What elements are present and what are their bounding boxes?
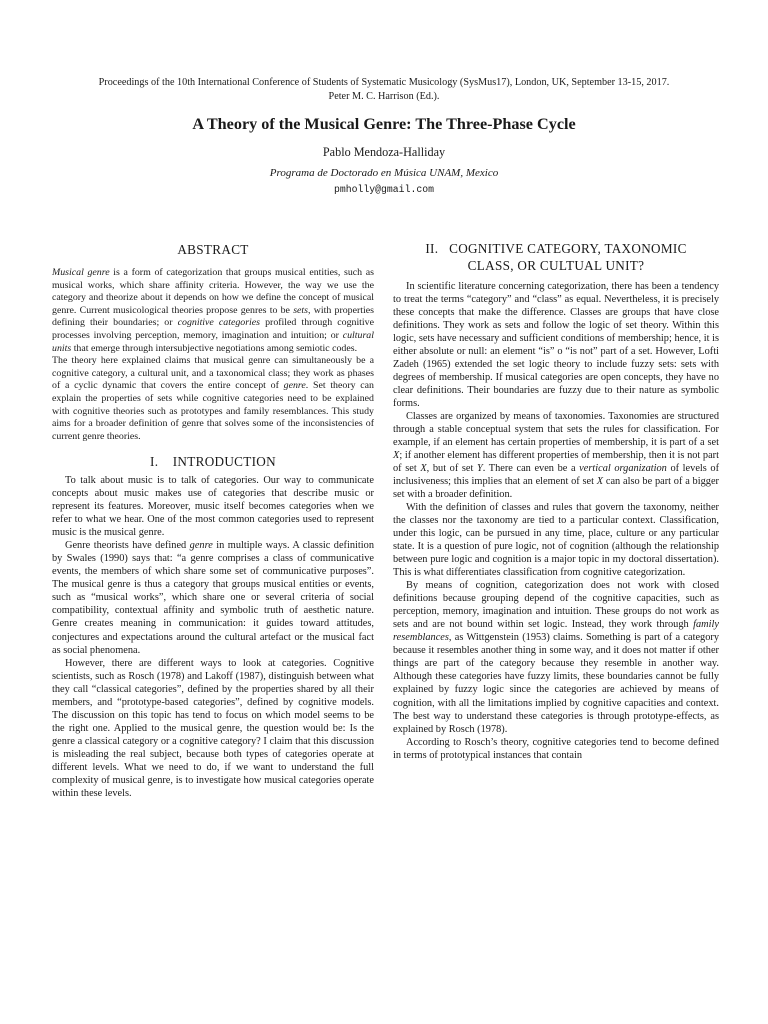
proceedings-line-2: Peter M. C. Harrison (Ed.). [328,91,440,102]
section-2-text: of levels of inclusiveness; this implies that an element of set [393,463,720,488]
abstract-term-musical-genre: Musical genre [52,267,110,278]
intro-text: Genre theorists have defined [65,540,190,552]
abstract-heading: ABSTRACT [177,242,249,257]
abstract-term-cultural-units: cultural units [52,329,374,354]
abstract-term-sets: sets [293,304,308,316]
section-2-text: Classes are organized by means of taxonomies. Taxonomies are structured through a stable conceptual system that sets the rules for classification. For example, if an element has certain properties of membership, it is part of a set [393,411,719,449]
section-2-paragraph-5: According to Rosch’s theory, cognitive categories tend to become defined in terms of prototypical instances that contain [393,736,719,761]
introduction-heading: I. INTRODUCTION [150,454,276,470]
abstract-text: profiled through cognitive processes involving perception, memory, imagination and intuition; or [52,317,374,341]
intro-term-genre: genre [189,540,213,552]
section-2-text: can also be part of a bigger set with a broader definition. [393,476,719,501]
abstract-term-genre: genre [283,380,306,392]
abstract-paragraph-1 [52,267,374,355]
author-name: Pablo Mendoza-Halliday [322,145,446,159]
abstract-text: The theory here explained claims that musical genre can simultaneously be a cognitive category, a cultural unit, and a taxonomical class; they work as phases of a cyclic dynamic that covers the entire concept of [52,355,374,392]
intro-paragraph-2 [52,539,374,656]
abstract-text: . Set theory can explain the properties of sets while cognitive categories need to be explained with cognitive theories such as prototypes and family resemblances. This study aims for a broader definition of genre that solves some of the inconsistencies of current genre theories. [52,380,374,442]
section-2-text: By means of cognition, categorization does not work with closed definitions because grouping depend of the cognitive capacities, such as perception, memory, imagination and intuition. These groups do not work as sets and are not bound within set logic. Instead, they work through [393,580,719,631]
section-2-heading-line-2: CLASS, OR CULTUAL UNIT? [467,258,645,273]
section-2-paragraph-3: With the definition of classes and rules that govern the taxonomy, neither the classes nor the taxonomy are tied to a particular context. Classification, under this logic, can be pursued in any time, place, culture or any particular state. It is a question of pure logic, not of cognition (although the relationship between pure logic and cognition is a major topic in my doctoral dissertation). This is what differentiates classification from cognitive categorization. [393,502,719,579]
section-2-heading-line-1: II. COGNITIVE CATEGORY, TAXONOMIC [425,241,687,256]
author-affiliation: Programa de Doctorado en Música UNAM, Mexico [269,167,499,179]
section-2-heading [393,240,719,274]
section-2-text: ; if another element has different properties of membership, then it is not part of set [393,450,719,475]
abstract-term-cognitive-categories: cognitive categories [177,317,261,329]
abstract-text: that emerge through intersubjective negotiations among semiotic codes. [71,342,358,354]
intro-paragraph-3: However, there are different ways to look at categories. Cognitive scientists, such as Rosch (1978) and Lakoff (1987), distinguish between what they call “classical categories”, defined by the properties shared by all their members, and “prototype-based categories”, defined by cognitive models. The discussion on this topic has tend to focus on which model seems to be the right one. Applied to the musical genre, the question would be: Is the genre a classical category or a cognitive category? I claim that this discussion is misleading the real subject, because both types of categories operate at different levels. What we need to do, if we want to understand the full complexity of musical genre, is to investigate how musical categories operate within these levels. [52,657,374,799]
proceedings-line-1: Proceedings of the 10th International Conference of Students of Systematic Musicology (SysMus17), London, UK, September 13-15, 2017. [98,77,670,88]
section-2-term-x: X [596,476,604,488]
intro-paragraph-1: To talk about music is to talk of categories. Our way to communicate concepts about music makes use of categories that describe music or represent its features. Moreover, music itself becomes categories when we refer to what we hear. One of the most common categories used to represent music is the musical genre. [52,475,374,539]
section-2-term-family-resemblances: family resemblances [393,619,719,644]
right-column [393,238,719,762]
section-2-text: , as Wittgenstein (1953) claims. Something is part of a category because it resembles another thing in some way, and it does not matter if other things are part of the category because they resemble in another way. Although these categories have fuzzy limits, these boundaries cannot be fully explained by fuzzy logic since the categories are achieved by means of cognition, with all the limitations implied by cognitive capacities and context. The best way to understand these categories is through prototype-effects, as explained by Rosch (1978). [393,632,719,735]
section-2-term-y: Y [477,463,483,475]
abstract-paragraph-2 [52,355,374,443]
section-2-paragraph-4 [393,579,719,735]
paper-title: A Theory of the Musical Genre: The Three-Phase Cycle [192,115,576,133]
proceedings-header [40,76,728,104]
section-2-term-vertical-organization: vertical organization [579,463,667,475]
section-2-term-x: X [393,450,400,462]
abstract-text: is a form of categorization that groups musical entities, such as musical works, which share affinity criteria. However, the way we use the category and theorize about it depends on how we define the concept of musical genre. Current musicological theories propose genres to be [52,267,374,316]
section-2-text: , but of set [426,463,477,475]
section-2-paragraph-1: In scientific literature concerning categorization, there has been a tendency to treat the terms “category” and “class” as equal. Nevertheless, it is precisely these concepts that make the difference. Classes are groups that have close definitions. They work as sets and follow the logic of set theory. Within this logic, sets have necessary and sufficient conditions of membership; hence, it is either absolute or null: an element “is” o “is not” part of a set. However, Lofti Zadeh (1965) extended the set logic theory to include fuzzy sets: sets with degrees of membership. If musical categories are open concepts, they have no clear definitions. Their boundaries are fuzzy due to their nature as symbolic forms. [393,281,719,410]
section-2-paragraph-2 [393,410,719,501]
left-column [52,238,374,800]
author-email: pmholly@gmail.com [334,184,434,195]
section-2-text: . There can even be a [482,463,580,475]
abstract-body [52,267,374,443]
intro-text: in multiple ways. A classic definition by Swales (1990) says that: “a genre comprises a class of communicative events, the members of which share some set of communicative purposes”. The musical genre is thus a category that groups musical entities or events, such as “musical works”, which share one or several criteria of social compatibility, contextual affinity and symbolic truth of aesthetic nature. Genre creates meaning in communication: it guides toward attitudes, conjectures and expectations around the cultural artefact or the musical fact as social phenomena. [52,540,374,656]
section-2-term-x: X [420,463,427,475]
abstract-text: , with properties defining their boundaries; or [52,304,374,329]
